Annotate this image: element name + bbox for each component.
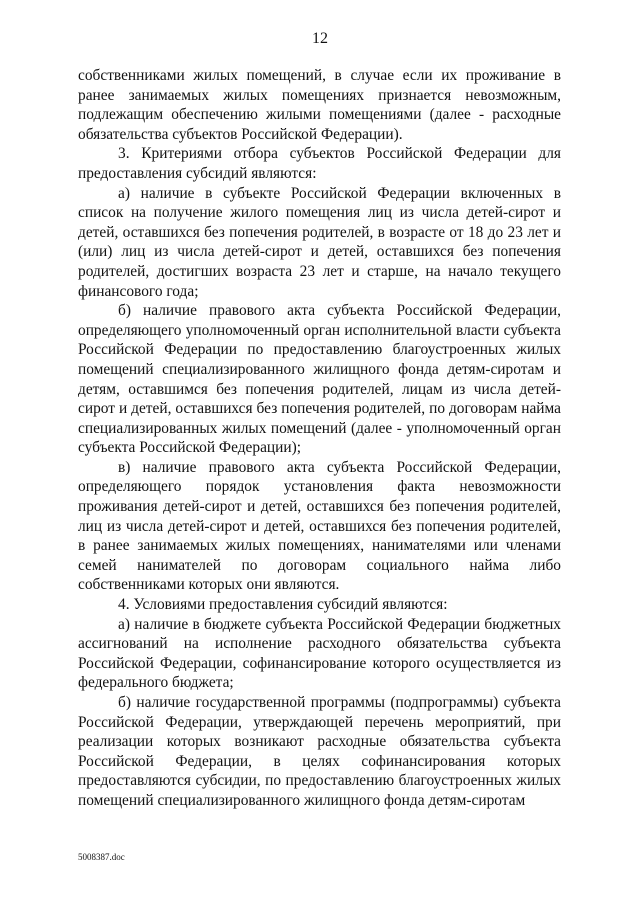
paragraph: а) наличие в субъекте Российской Федерации включенных в список на получение жилого помещения лиц из числа детей-сирот и детей, оставшихся без попечения родителей, в возрасте от 18 до 23 лет и (или) лиц из числа детей-сирот и детей, оставшихся без попечения родителей, достигших возраста 23 лет и старше, на начало текущего финансового года; bbox=[78, 184, 561, 300]
document-footer-filename: 5008387.doc bbox=[78, 852, 125, 862]
paragraph: в) наличие правового акта субъекта Российской Федерации, определяющего порядок установления факта невозможности проживания детей-сирот и детей, оставшихся без попечения родителей, лиц из числа детей-сирот и детей, оставшихся без попечения родителей, в ранее занимаемых жилых помещениях, нанимателями или членами семей нанимателей по договорам социального найма либо собственниками которых они являются. bbox=[78, 458, 561, 594]
paragraph: 3. Критериями отбора субъектов Российской Федерации для предоставления субсидий являются: bbox=[78, 145, 561, 182]
paragraph: б) наличие государственной программы (подпрограммы) субъекта Российской Федерации, утверждающей перечень мероприятий, при реализации которых возникают расходные обязательства субъекта Российской Федерации, в целях софинансирования которых предоставляются субсидии, по предоставлению благоустроенных жилых помещений специализированного жилищного фонда детям-сиротам bbox=[78, 694, 561, 809]
paragraph: б) наличие правового акта субъекта Российской Федерации, определяющего уполномоченный орган исполнительной власти субъекта Российской Федерации по предоставлению благоустроенных жилых помещений специализированного жилищного фонда детям-сиротам и детям, оставшимся без попечения родителей, лицам из числа детей-сирот и детей, оставшихся без попечения родителей, по договорам найма специализированных жилых помещений (далее - уполномоченный орган субъекта Российской Федерации); bbox=[78, 302, 561, 457]
paragraph: собственниками жилых помещений, в случае если их проживание в ранее занимаемых жилых помещениях признается невозможным, подлежащим обеспечению жилыми помещениями (далее - расходные обязательства субъектов Российской Федерации). bbox=[78, 67, 561, 143]
page-number: 12 bbox=[312, 30, 328, 47]
document-body bbox=[78, 66, 561, 811]
paragraph: 4. Условиями предоставления субсидий являются: bbox=[118, 596, 448, 614]
paragraph: а) наличие в бюджете субъекта Российской Федерации бюджетных ассигнований на исполнение расходного обязательства субъекта Российской Федерации, софинансирование которого осуществляется из федерального бюджета; bbox=[78, 615, 561, 692]
